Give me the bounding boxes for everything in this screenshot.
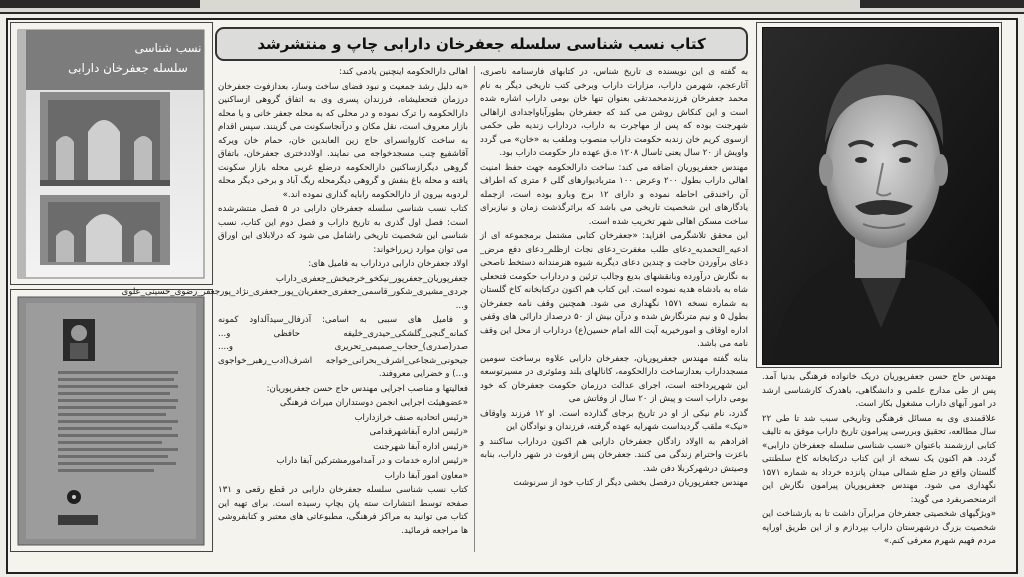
article-paragraph: افرادهم به ااولاد زادگان جعفرخان دارابی هم اکنون درداراب ساکنند و باعزت واحترام زندگی می کنند. جعفرخان پس ازفوت در شهر داراب، بنابه وصیتش درشهرکربلا دفن شد. <box>480 436 748 474</box>
caption-paragraph: مهندس حاج حسن جعفرپوریان دریک خانواده فرهنگی بدنیا آمد. پس از طی مدارج علمی و دانشگاهی، باهدرک کارشناسی ارشد در امور آبهای داراب مشغول بکار است. <box>762 372 996 409</box>
caption-paragraph: «ویژگیهای شخصیتی جعفرخان مرابرآن داشت تا به بازشناخت این شخصیت بزرگ درشهرستان داراب بپردازم و از این طریق اوراپه مردم فهیم شهرم معرفی کنم.» <box>762 509 996 546</box>
book-back-image <box>18 297 204 545</box>
top-strip <box>0 0 1024 14</box>
caption-paragraph: علاقمندی وی به مسائل فرهنگی وتاریخی سبب شد تا طی ۲۲ سال مطالعه، تحقیق وبررسی پیرامون تاریخ داراب موفق به تالیف کتابی ارزشمند باعنوان «نسب شناسی سلسله جعفرخان دارابی» گردد. هم اکنون یک نسخه از این کتاب درکتابخانه کاخ سلطنتی گلستان واقع در ضلع شمالی میدان پانزده خرداد به شماره ۱۵۷۱ نگهداری می شود. مهندس جعفرپوریان پیرامون نگارش این اثرمنحصربفرد می گوید: <box>762 413 996 505</box>
article-paragraph: و فامیل های سببی به اسامی: آذرفال_سیدآلداود کمونه کمانه_گنجی_گلشکی_حیدری_خلیفه حافظی و... صدر(صدری)_حجاب_صمیمی_تحریری و.... جیحونی_شجاعی_اشرف_بحرانی_خواجه اشرف(ادب_رهبر_خواجوی و...) و خضرایی معروفند. <box>218 315 468 379</box>
article-paragraph: مهندس جعفرپوریان درفصل بخشی دیگر از کتاب خود از سرنوشت <box>513 478 748 488</box>
article-paragraph: «عضوهیئت اجرایی انجمن دوستداران میراث فرهنگی <box>279 398 468 408</box>
book-cover-image <box>18 30 204 278</box>
author-caption <box>762 371 996 571</box>
article-paragraph: اهالی دارالحکومه اینچنین یادمی کند: <box>339 67 468 77</box>
article-paragraph: به گفته ی این نویسنده ی تاریخ شناس، در کتابهای فارسنامه ناصری، آثارعجم، شهرمن داراب، مزارات داراب وبرخی کتب تاریخی دیگر به نام محمد جعفرخان فرزندمحمدتقی بعنوان تنها خان بومی داراب اشاره شده است و این کنکاش روشن می کند که جعفرخان بطورآباواجدادی ازاهالی شهرجنت بوده که پس از مهاجرت به داراب، درداراب زندیه طی حکمی ازسوی کریم خان زندبه حکومت داراب منصوب وملقب به «خان» می گردد واویش از ۲۰ سال یعنی تاسال ۱۲۰۸ ه.ق عهده دار حکومت داراب بود. <box>480 67 748 158</box>
article-paragraph: گذرد، نام نیکی از او در تاریخ برجای گذارده است. او ۱۲ فرزند واوقاف «نیک» ملقب گردیداست شهرایه عهده گرفته، فرزندان و نوادگان این <box>480 408 748 432</box>
article-paragraph: فعالیتها و مناصب اجرایی مهندس حاج حسن جعفرپوریان: <box>266 383 468 394</box>
text-column-left <box>121 66 468 552</box>
headline: کتاب نسب شناسی سلسله جعفرخان دارابی چاپ و منتشرشد <box>215 27 748 61</box>
article-paragraph: مهندس جعفرپوریان اضافه می کند: ساخت دارالحکومه جهت حفظ امنیت اهالی داراب بطول ۲۰۰ وعرض ۱۰۰ متربادیوارهای گلی ۶ متری که اطراف آن راخندقی احاطه نموده و دارای ۱۲ برج وبارو بوده است، ازجمله یادگارهای این شخصیت تاریخی می باشد که براثرگذشت زمان و نیازبرای ساخت مسکن اهالی شهر تخریب شده است. <box>480 162 748 227</box>
article-paragraph: «معاون امور آبفا داراب <box>384 470 468 481</box>
article-paragraph: کتاب نسب شناسی سلسله جعفرخان دارابی در قطع رقعی و ۱۳۱ صفحه توسط انتشارات سته پان بچاپ رسیده است. برای تهیه این کتاب می توانید به مراکز فرهنگی، مطبوعاتی های معتبر و کتابفروشی ها مراجعه فرمائید. <box>218 485 468 536</box>
book-cover-title-2: سلسله جعفرخان دارابی <box>68 61 188 75</box>
article-paragraph: «رئیس اتحادیه صنف خرازداراب <box>354 412 468 423</box>
article-paragraph: کتاب نسب شناسی سلسله جعفرخان دارابی در ۵ فصل منتشرشده است: فصل اول گذری به تاریخ داراب و فصل دوم این کتاب، نسب شناسی این شخصیت تاریخی راشامل می شود که درلابلای این اوراق می توان موارد زیرراخواند: <box>218 204 468 255</box>
article-paragraph: «رئیس اداره خدمات و در آمدامورمشترکین آبفا داراب <box>276 456 468 466</box>
book-cover-title-1: نسب شناسی <box>134 41 202 55</box>
article-paragraph: «رئیس اداره آبفاشهرقدامی <box>369 427 468 437</box>
top-strip-block <box>860 0 1024 8</box>
author-portrait <box>762 27 999 365</box>
article-paragraph: «به دلیل رشد جمعیت و نبود فضای ساخت وساز، بعدازفوت جعفرخان درزمان فتحعلیشاه، فرزندان پسری وی به اتفاق گروهی ازساکنین دارالحکومه را ترک نموده و در محلی که به محله جعفر خانی و یا محله بازار معروف است، نقل مکان و درآنجاسکونت می گزینند. سپس اقدام به ساخت کاروانسرای حاج زین العابدین خان، حمام خان ویرکه آقاشفیع چنب مسجدخواجه می نمایند. اولاددختری جعفرخان، باتفاق گروهی دیگرازساکنین دارالحکومه درضلع غربی محله بازار سکونت یافته و محله باغ بنفش و گروهی دیگرمحله ریگ آباد و برخی دیگر محله لردوبه بیرون از دارالحکومه رابایه گذاری نموده اند.» <box>218 81 468 200</box>
article-paragraph: بنابه گفته مهندس جعفرپوریان، جعفرخان دارابی علاوه برساخت سومین مسجدداراب بعدازساخت دارالحکومه، کانالهای بلند ومئوثری در مسیرتوسعه این شهرپرداخته است، اجرای عدالت درزمان حکومت جعفرخان که خود بومی داراب است و پیش از ۲۰ سال از وفاتش می <box>480 353 748 404</box>
article-paragraph: «رئیس اداره آبفا شهرجنت <box>373 441 468 452</box>
top-strip-block <box>0 0 200 8</box>
column-divider <box>474 66 475 552</box>
text-column-right <box>480 66 748 552</box>
article-paragraph: جعفرپوریان_جعفرپور_نیکخو_خرجیخش_جعفری_داراب جردی_مشیری_شکور_قاسمی_جعفری_جعفریان_پور_جعفری_نژاد_پورجعفر_رضوی_حسینی_علوی و... <box>121 273 468 311</box>
article-paragraph: این محقق تلاشگرمی افزاید: «جعفرخان کتابی مشتمل برمجموعه ای از ادعیه_التحمدیه_دعای طلب مغفرت_دعای نجات ازظلم_دعای دفع مرض_ دعای برآوردن حاجت و چندین دعای دیگربه شیوه هنرمندانه دستخط ناصحی به نگارش درآورده وبانقشهای بدیع وجالب تزئین و درداراب حکومت فتحعلی شاه به بادشاه هدیه نموده است. این کتاب هم اکنون درکتابخانه کاخ گلستان به شماره نسخه ۱۵۷۱ نگهداری می شود. همچنین وقف نامه جعفرخان بطول ۵ و نیم مترنگارش شده و درآن بیش از ۵۰ درصداز دارائی های وقفی اداره اوقاف و امورخیریه آیت الله امام حسین(ع) درداراب از محل این وقف نامه می باشد. <box>480 231 749 349</box>
article-paragraph: اولاد جعفرخان دارابی درداراب به فامیل های: <box>308 259 468 269</box>
